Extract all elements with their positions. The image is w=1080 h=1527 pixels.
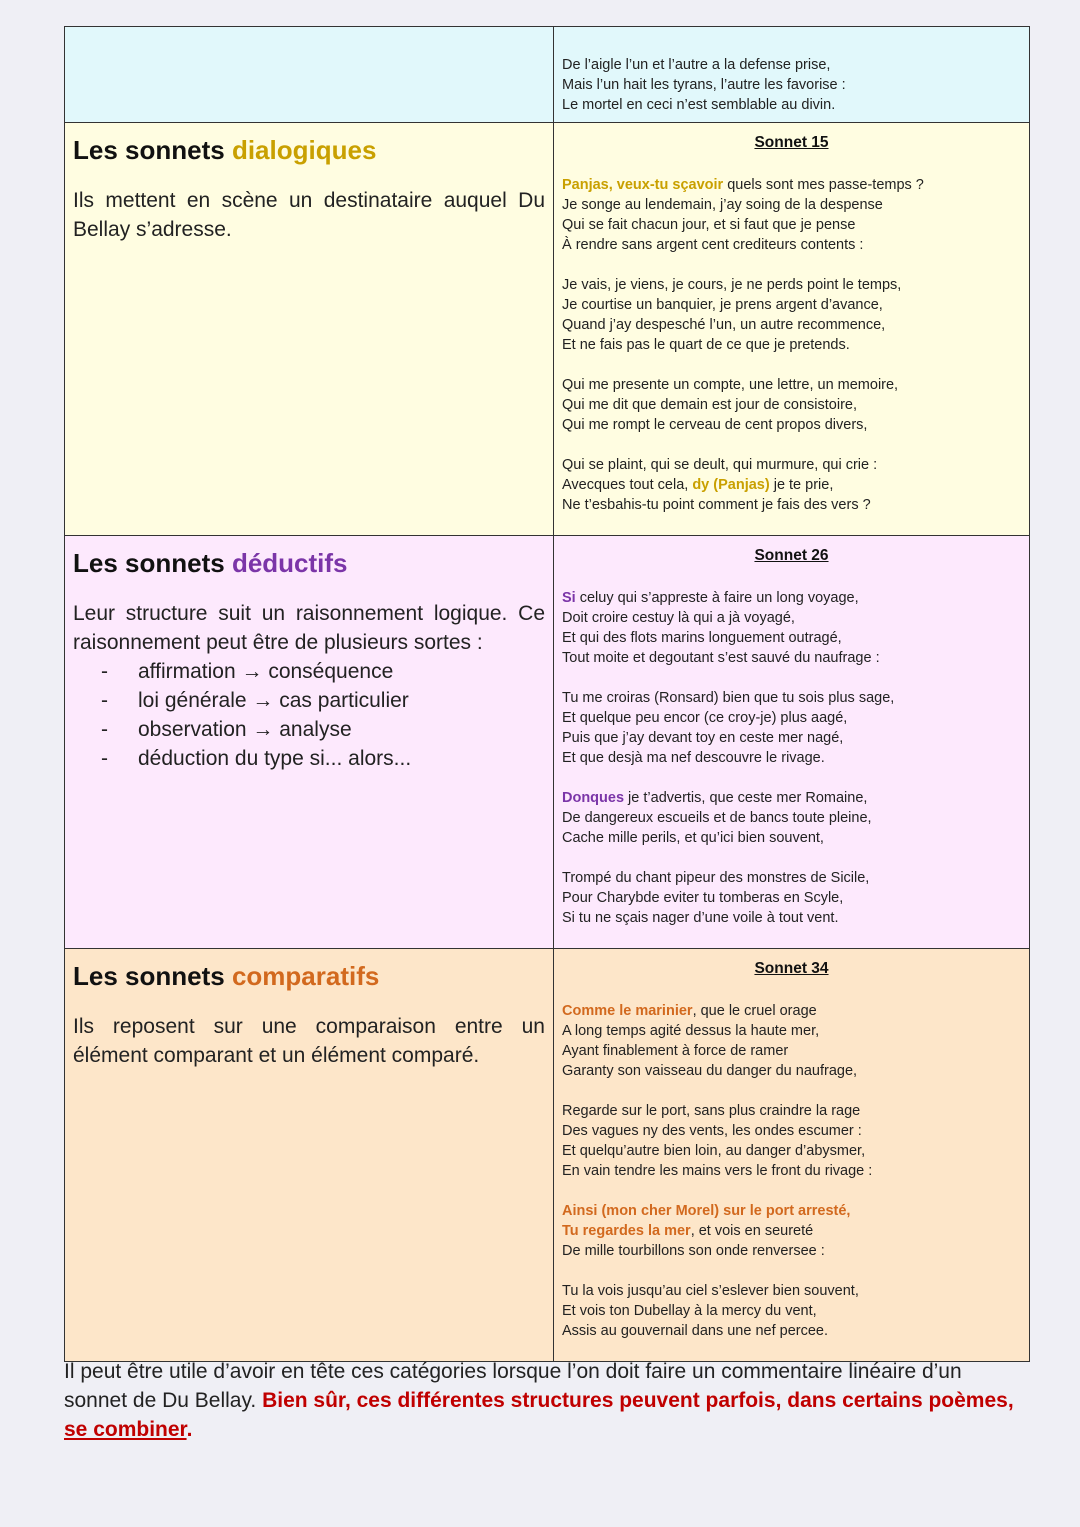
- poem-cell: [554, 949, 1030, 1362]
- verse-line: À rendre sans argent cent crediteurs contents :: [562, 237, 864, 253]
- verse-line: [562, 788, 1021, 808]
- verse-text: , que le cruel orage: [692, 1003, 817, 1019]
- verse-text: Avecques tout cela,: [562, 477, 693, 493]
- stanza: [562, 175, 1021, 255]
- conclusion-emphasis: Bien sûr, ces différentes structures peuvent parfois, dans certains poèmes,: [262, 1389, 1014, 1412]
- list-item: - loi générale → cas particulier: [73, 686, 553, 715]
- sonnet-15: [554, 133, 1029, 515]
- verse-line: Qui se fait chacun jour, et si faut que je pense: [562, 217, 856, 233]
- stanza: [562, 455, 1021, 515]
- verse-line: [562, 1221, 1021, 1241]
- verse-line: Ayant finablement à force de ramer: [562, 1043, 789, 1059]
- list-item-text: affirmation → conséquence: [138, 660, 394, 683]
- table-row: [65, 27, 1030, 123]
- verse-text: celuy qui s’appreste à faire un long voyage,: [575, 590, 859, 606]
- verse-line: Et ne fais pas le quart de ce que je pretends.: [562, 337, 850, 353]
- verse-line: Je courtise un banquier, je prens argent d’avance,: [562, 297, 883, 313]
- verse-line: Qui me dit que demain est jour de consistoire,: [562, 397, 857, 413]
- list-item: - observation → analyse: [73, 715, 553, 744]
- verse-line: Trompé du chant pipeur des monstres de Sicile,: [562, 870, 870, 886]
- verse-line: Tu la vois jusqu’au ciel s’eslever bien souvent,: [562, 1283, 859, 1299]
- verse-line: De mille tourbillons son onde renversee :: [562, 1243, 825, 1259]
- verse-line: Garanty son vaisseau du danger du naufrage,: [562, 1063, 858, 1079]
- stanza: [562, 588, 1021, 668]
- verse-line: Tout moite et degoutant s’est sauvé du naufrage :: [562, 650, 880, 666]
- highlighted-words: Comme le marinier: [562, 1003, 693, 1019]
- verse-line: Et vois ton Dubellay à la mercy du vent,: [562, 1303, 817, 1319]
- reasoning-list: [65, 657, 553, 773]
- conclusion-text: Il peut être utile d’avoir en tête ces catégories lorsque l’on doit faire un commentaire linéaire d’un sonnet de Du Bellay.: [64, 1360, 962, 1412]
- list-item-text: déduction du type si... alors...: [138, 747, 412, 770]
- poem-cell: [554, 123, 1030, 536]
- verse-line: Doit croire cestuy là qui a jà voyagé,: [562, 610, 795, 626]
- verse-line: Des vagues ny des vents, les ondes escumer :: [562, 1123, 862, 1139]
- category-cell: [65, 536, 554, 949]
- verse-line: Qui me rompt le cerveau de cent propos divers,: [562, 417, 868, 433]
- verse-text: quels sont mes passe-temps ?: [723, 177, 924, 193]
- stanza: [562, 1201, 1021, 1261]
- category-cell: [65, 123, 554, 536]
- verse-line: Je vais, je viens, je cours, je ne perds point le temps,: [562, 277, 902, 293]
- stanza: [562, 688, 1021, 768]
- category-word: comparatifs: [231, 961, 380, 991]
- category-description: Ils mettent en scène un destinataire auquel Du Bellay s’adresse.: [73, 189, 545, 241]
- category-description: Ils reposent sur une comparaison entre un élément comparant et un élément comparé.: [73, 1015, 545, 1067]
- verse-line: Regarde sur le port, sans plus craindre la rage: [562, 1103, 861, 1119]
- stanza: [562, 1281, 1021, 1341]
- list-item-text: observation → analyse: [138, 718, 352, 741]
- verse-line: De l’aigle l’un et l’autre a la defense prise,: [562, 57, 831, 73]
- verse-line: Et quelqu’autre bien loin, au danger d’abysmer,: [562, 1143, 866, 1159]
- title-prefix: Les sonnets: [73, 548, 232, 578]
- list-item: - affirmation → conséquence: [73, 657, 553, 686]
- highlighted-words: Tu regardes la mer: [562, 1223, 691, 1239]
- stanza: [562, 375, 1021, 435]
- category-cell: [65, 949, 554, 1362]
- sonnet-title: Sonnet 15: [754, 134, 829, 151]
- stanza: [562, 868, 1021, 928]
- sonnet-34: [554, 959, 1029, 1341]
- poem-cell: [554, 27, 1030, 123]
- category-description: Leur structure suit un raisonnement logique. Ce raisonnement peut être de plusieurs sortes :: [73, 602, 545, 654]
- verse-line: [562, 588, 1021, 608]
- sonnet-title: Sonnet 26: [754, 547, 829, 564]
- category-title: [73, 135, 553, 166]
- verse-line: [562, 35, 1021, 55]
- stanza: [562, 1101, 1021, 1181]
- table-row: [65, 949, 1030, 1362]
- conclusion-underlined: se combiner: [64, 1418, 187, 1441]
- sonnet-categories-table: [64, 26, 1030, 1362]
- verse-line: Puis que j’ay devant toy en ceste mer nagé,: [562, 730, 844, 746]
- category-title: [73, 548, 553, 579]
- category-word: dialogiques: [231, 135, 377, 165]
- verse-text: je t’advertis, que ceste mer Romaine,: [624, 790, 868, 806]
- verse-line: Tu me croiras (Ronsard) bien que tu sois plus sage,: [562, 690, 895, 706]
- stanza: [562, 275, 1021, 355]
- verse-line: Mais l’un hait les tyrans, l’autre les favorise :: [562, 77, 846, 93]
- stanza: [562, 788, 1021, 848]
- verse-line: Je songe au lendemain, j’ay soing de la despense: [562, 197, 883, 213]
- sonnet-26: [554, 546, 1029, 928]
- highlighted-words: dy (Panjas): [692, 477, 770, 493]
- verse-line: Ne t’esbahis-tu point comment je fais des vers ?: [562, 497, 871, 513]
- title-prefix: Les sonnets: [73, 135, 232, 165]
- poem-continuation: [554, 27, 1029, 115]
- verse-line: Assis au gouvernail dans une nef percee.: [562, 1323, 829, 1339]
- stanza: [562, 1001, 1021, 1081]
- conclusion-paragraph: [64, 1357, 1014, 1444]
- stanza: [562, 35, 1021, 115]
- category-word: déductifs: [231, 548, 348, 578]
- verse-line: Pour Charybde eviter tu tomberas en Scyle,: [562, 890, 844, 906]
- poem-cell: [554, 536, 1030, 949]
- highlighted-words: Donques: [562, 790, 625, 806]
- verse-line: Qui me presente un compte, une lettre, un memoire,: [562, 377, 899, 393]
- table-row: [65, 536, 1030, 949]
- verse-line: De dangereux escueils et de bancs toute pleine,: [562, 810, 872, 826]
- verse-line: Qui se plaint, qui se deult, qui murmure, qui crie :: [562, 457, 878, 473]
- title-prefix: Les sonnets: [73, 961, 232, 991]
- verse-line: Et quelque peu encor (ce croy-je) plus aagé,: [562, 710, 848, 726]
- list-item: - déduction du type si... alors...: [73, 744, 553, 773]
- verse-text: , et vois en seureté: [690, 1223, 814, 1239]
- conclusion-end: .: [186, 1418, 193, 1441]
- verse-line: A long temps agité dessus la haute mer,: [562, 1023, 820, 1039]
- highlighted-words: Panjas, veux-tu sçavoir: [562, 177, 724, 193]
- verse-text: je te prie,: [769, 477, 834, 493]
- verse-line: [562, 1201, 1021, 1221]
- sonnet-title: Sonnet 34: [754, 960, 829, 977]
- table-row: [65, 123, 1030, 536]
- verse-line: [562, 175, 1021, 195]
- highlighted-words: Ainsi (mon cher Morel) sur le port arresté,: [562, 1203, 851, 1219]
- verse-line: [562, 1001, 1021, 1021]
- verse-line: [562, 475, 1021, 495]
- category-title: [73, 961, 553, 992]
- verse-line: Quand j’ay despesché l’un, un autre recommence,: [562, 317, 886, 333]
- verse-line: Et qui des flots marins longuement outragé,: [562, 630, 842, 646]
- verse-line: Cache mille perils, et qu’ici bien souvent,: [562, 830, 824, 846]
- highlighted-words: Si: [562, 590, 576, 606]
- empty-cell: [65, 27, 554, 123]
- verse-line: Et que desjà ma nef descouvre le rivage.: [562, 750, 825, 766]
- verse-line: En vain tendre les mains vers le front du rivage :: [562, 1163, 873, 1179]
- verse-line: Si tu ne sçais nager d’une voile à tout vent.: [562, 910, 839, 926]
- list-item-text: loi générale → cas particulier: [138, 689, 409, 712]
- verse-line: Le mortel en ceci n’est semblable au divin.: [562, 97, 836, 113]
